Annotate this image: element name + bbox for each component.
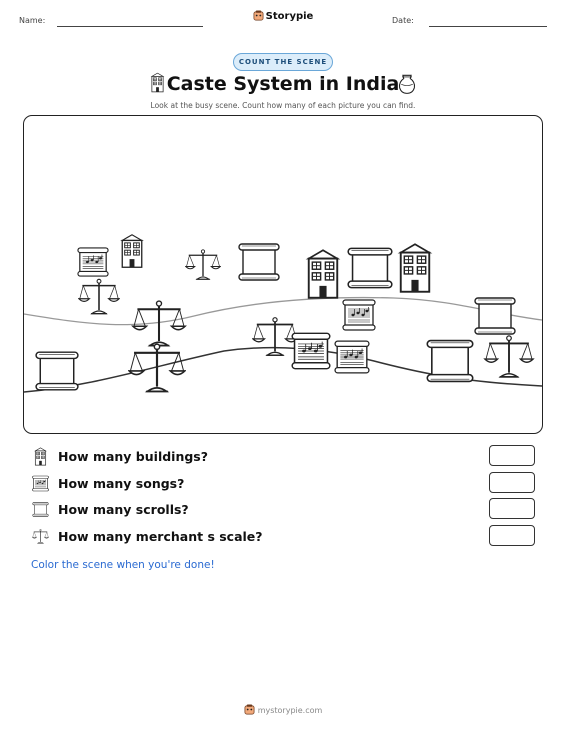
count-the-scene-badge: COUNT THE SCENE xyxy=(233,53,333,71)
answer-box-songs[interactable] xyxy=(489,472,535,493)
instructions: Look at the busy scene. Count how many of each picture you can find. xyxy=(150,101,416,110)
question-text: How many merchant s scale? xyxy=(58,529,263,544)
scale-icon xyxy=(253,318,297,356)
question-text: How many songs? xyxy=(58,476,185,491)
scale-icon xyxy=(186,250,221,279)
closing-note: Color the scene when you're done! xyxy=(31,559,215,571)
building-icon xyxy=(309,250,338,298)
question-text: How many buildings? xyxy=(58,449,208,464)
song-sheet-icon xyxy=(292,333,330,368)
footer xyxy=(0,704,566,715)
answer-box-scales[interactable] xyxy=(489,525,535,546)
name-line[interactable] xyxy=(57,26,203,27)
date-line[interactable] xyxy=(429,26,547,27)
answer-box-buildings[interactable] xyxy=(489,445,535,466)
scale-icon xyxy=(32,527,49,546)
name-label: Name: xyxy=(19,16,46,25)
building-icon xyxy=(122,235,142,268)
question-row-scales xyxy=(30,525,540,549)
scale-icon xyxy=(79,279,119,313)
scale-icon xyxy=(133,301,185,346)
scale-icon xyxy=(485,336,533,377)
pot-icon xyxy=(397,72,417,95)
date-label: Date: xyxy=(392,16,414,25)
scale-icon xyxy=(129,344,185,391)
brand-name: Storypie xyxy=(265,11,314,22)
scroll-icon xyxy=(36,352,78,390)
scroll-icon xyxy=(427,341,472,382)
scroll-icon xyxy=(348,248,392,287)
question-row-buildings xyxy=(30,445,540,469)
page-title: Caste System in India xyxy=(166,73,400,95)
song-sheet-icon xyxy=(343,300,375,330)
storypie-logo-icon xyxy=(244,704,255,715)
building-icon xyxy=(32,447,49,466)
building-icon xyxy=(401,244,430,292)
site-url: mystorypie.com xyxy=(257,706,323,715)
question-row-scrolls xyxy=(30,498,540,522)
question-row-songs xyxy=(30,472,540,496)
answer-box-scrolls[interactable] xyxy=(489,498,535,519)
scene-drawing xyxy=(24,116,542,433)
brand xyxy=(0,10,566,22)
scroll-icon xyxy=(32,500,49,519)
busy-scene xyxy=(23,115,543,434)
song-sheet-icon xyxy=(335,341,369,373)
scroll-icon xyxy=(239,244,279,280)
scroll-icon xyxy=(475,298,515,334)
storypie-logo-icon xyxy=(253,10,264,21)
song-sheet-icon xyxy=(78,248,108,276)
song-sheet-icon xyxy=(32,474,49,493)
question-text: How many scrolls? xyxy=(58,502,189,517)
